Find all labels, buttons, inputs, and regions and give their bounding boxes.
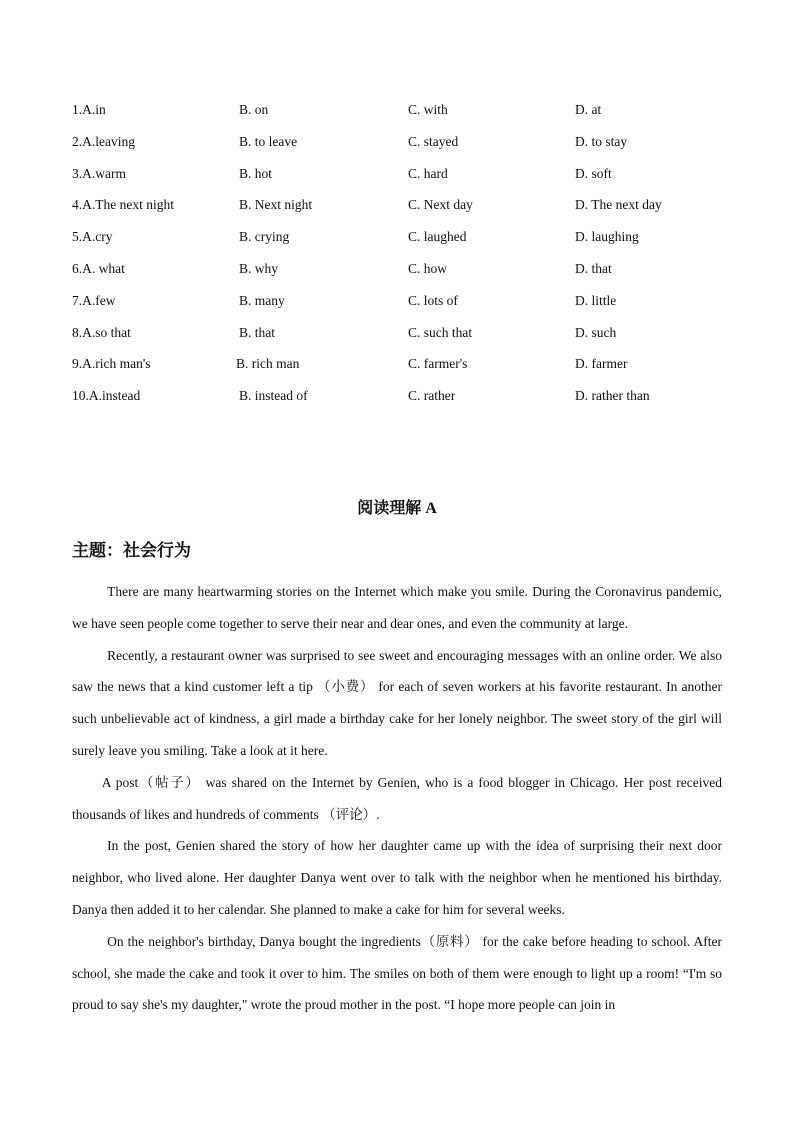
option-row: [72, 259, 732, 291]
option-b: B. on: [239, 102, 269, 117]
option-row: [72, 195, 732, 227]
option-d: D. soft: [575, 165, 612, 181]
option-c: C. farmer's: [408, 356, 468, 372]
option-b: B. many: [239, 292, 285, 308]
option-b: B. to leave: [239, 133, 298, 149]
paragraph: There are many heartwarming stories on the Internet which make you smile. During the Coronavirus pandemic, we have seen people come together to serve their near and dear ones, and even the community at large.: [72, 584, 722, 631]
paragraph: In the post, Genien shared the story of how her daughter came up with the idea of surprising their next door neighbor, who lived alone. Her daughter Danya went over to talk with the neighbor when he mentioned his birthday. Danya then added it to her calendar. She planned to make a cake for him for several weeks.: [72, 838, 722, 917]
option-c: C. Next day: [408, 197, 473, 213]
option-row: [72, 354, 732, 386]
option-c: C. lots of: [408, 292, 458, 308]
option-a: 10.A.instead: [72, 388, 141, 404]
option-d: D. The next day: [575, 197, 662, 213]
option-c: C. with: [408, 102, 448, 117]
section-title: 阅读理解 A: [357, 500, 437, 517]
paragraph: Recently, a restaurant owner was surprised to see sweet and encouraging messages with an online order. We also saw the news that a kind customer left a tip （小费） for each of seven workers at his favorite restaurant. In another such unbelievable act of kindness, a girl made a birthday cake for her lonely neighbor. The sweet story of the girl will surely leave you smiling. Take a look at it here.: [72, 647, 722, 758]
paragraph: On the neighbor's birthday, Danya bought the ingredients（原料） for the cake before heading to school. After school, she made the cake and took it over to him. The smiles on both of them were enough to light up a room! “I'm so proud to say she's my daughter," wrote the proud mother in the post. “I hope more people can join in: [72, 933, 722, 1013]
option-a: 9.A.rich man's: [72, 356, 151, 372]
answer-options-list: [72, 100, 732, 418]
option-c: C. such that: [408, 324, 473, 340]
option-b: B. that: [239, 324, 275, 340]
option-b: B. Next night: [239, 197, 313, 213]
option-a: 2.A.leaving: [72, 133, 135, 149]
option-row: [72, 323, 732, 355]
option-row: [72, 132, 732, 164]
option-b: B. instead of: [239, 388, 308, 404]
option-row: [72, 100, 732, 132]
option-d: D. that: [575, 260, 612, 276]
option-c: C. hard: [408, 165, 448, 181]
option-c: C. stayed: [408, 133, 459, 149]
option-row: [72, 386, 732, 418]
option-a: 1.A.in: [72, 102, 106, 117]
option-b: B. hot: [239, 165, 273, 181]
option-row: [72, 227, 732, 259]
option-d: D. at: [575, 102, 602, 117]
option-b: B. rich man: [236, 356, 300, 372]
option-a: 7.A.few: [72, 292, 116, 308]
option-d: D. farmer: [575, 356, 628, 372]
option-d: D. laughing: [575, 229, 639, 245]
option-row: [72, 164, 732, 196]
option-row: [72, 291, 732, 323]
option-a: 5.A.cry: [72, 229, 113, 245]
option-d: D. little: [575, 292, 617, 308]
option-a: 3.A.warm: [72, 165, 126, 181]
option-d: D. rather than: [575, 388, 650, 404]
option-c: C. rather: [408, 388, 456, 404]
option-b: B. why: [239, 260, 279, 276]
option-a: 8.A.so that: [72, 324, 131, 340]
option-c: C. laughed: [408, 229, 467, 245]
option-b: B. crying: [239, 229, 290, 245]
option-a: 4.A.The next night: [72, 197, 174, 213]
option-d: D. such: [575, 324, 617, 340]
topic-heading: 主题：社会行为: [72, 541, 191, 560]
option-a: 6.A. what: [72, 260, 125, 276]
reading-passage: [72, 576, 722, 1021]
option-d: D. to stay: [575, 133, 628, 149]
paragraph: A post（帖子） was shared on the Internet by Genien, who is a food blogger in Chicago. Her post received thousands of likes and hundreds of comments （评论）.: [72, 774, 722, 822]
option-c: C. how: [408, 260, 448, 276]
